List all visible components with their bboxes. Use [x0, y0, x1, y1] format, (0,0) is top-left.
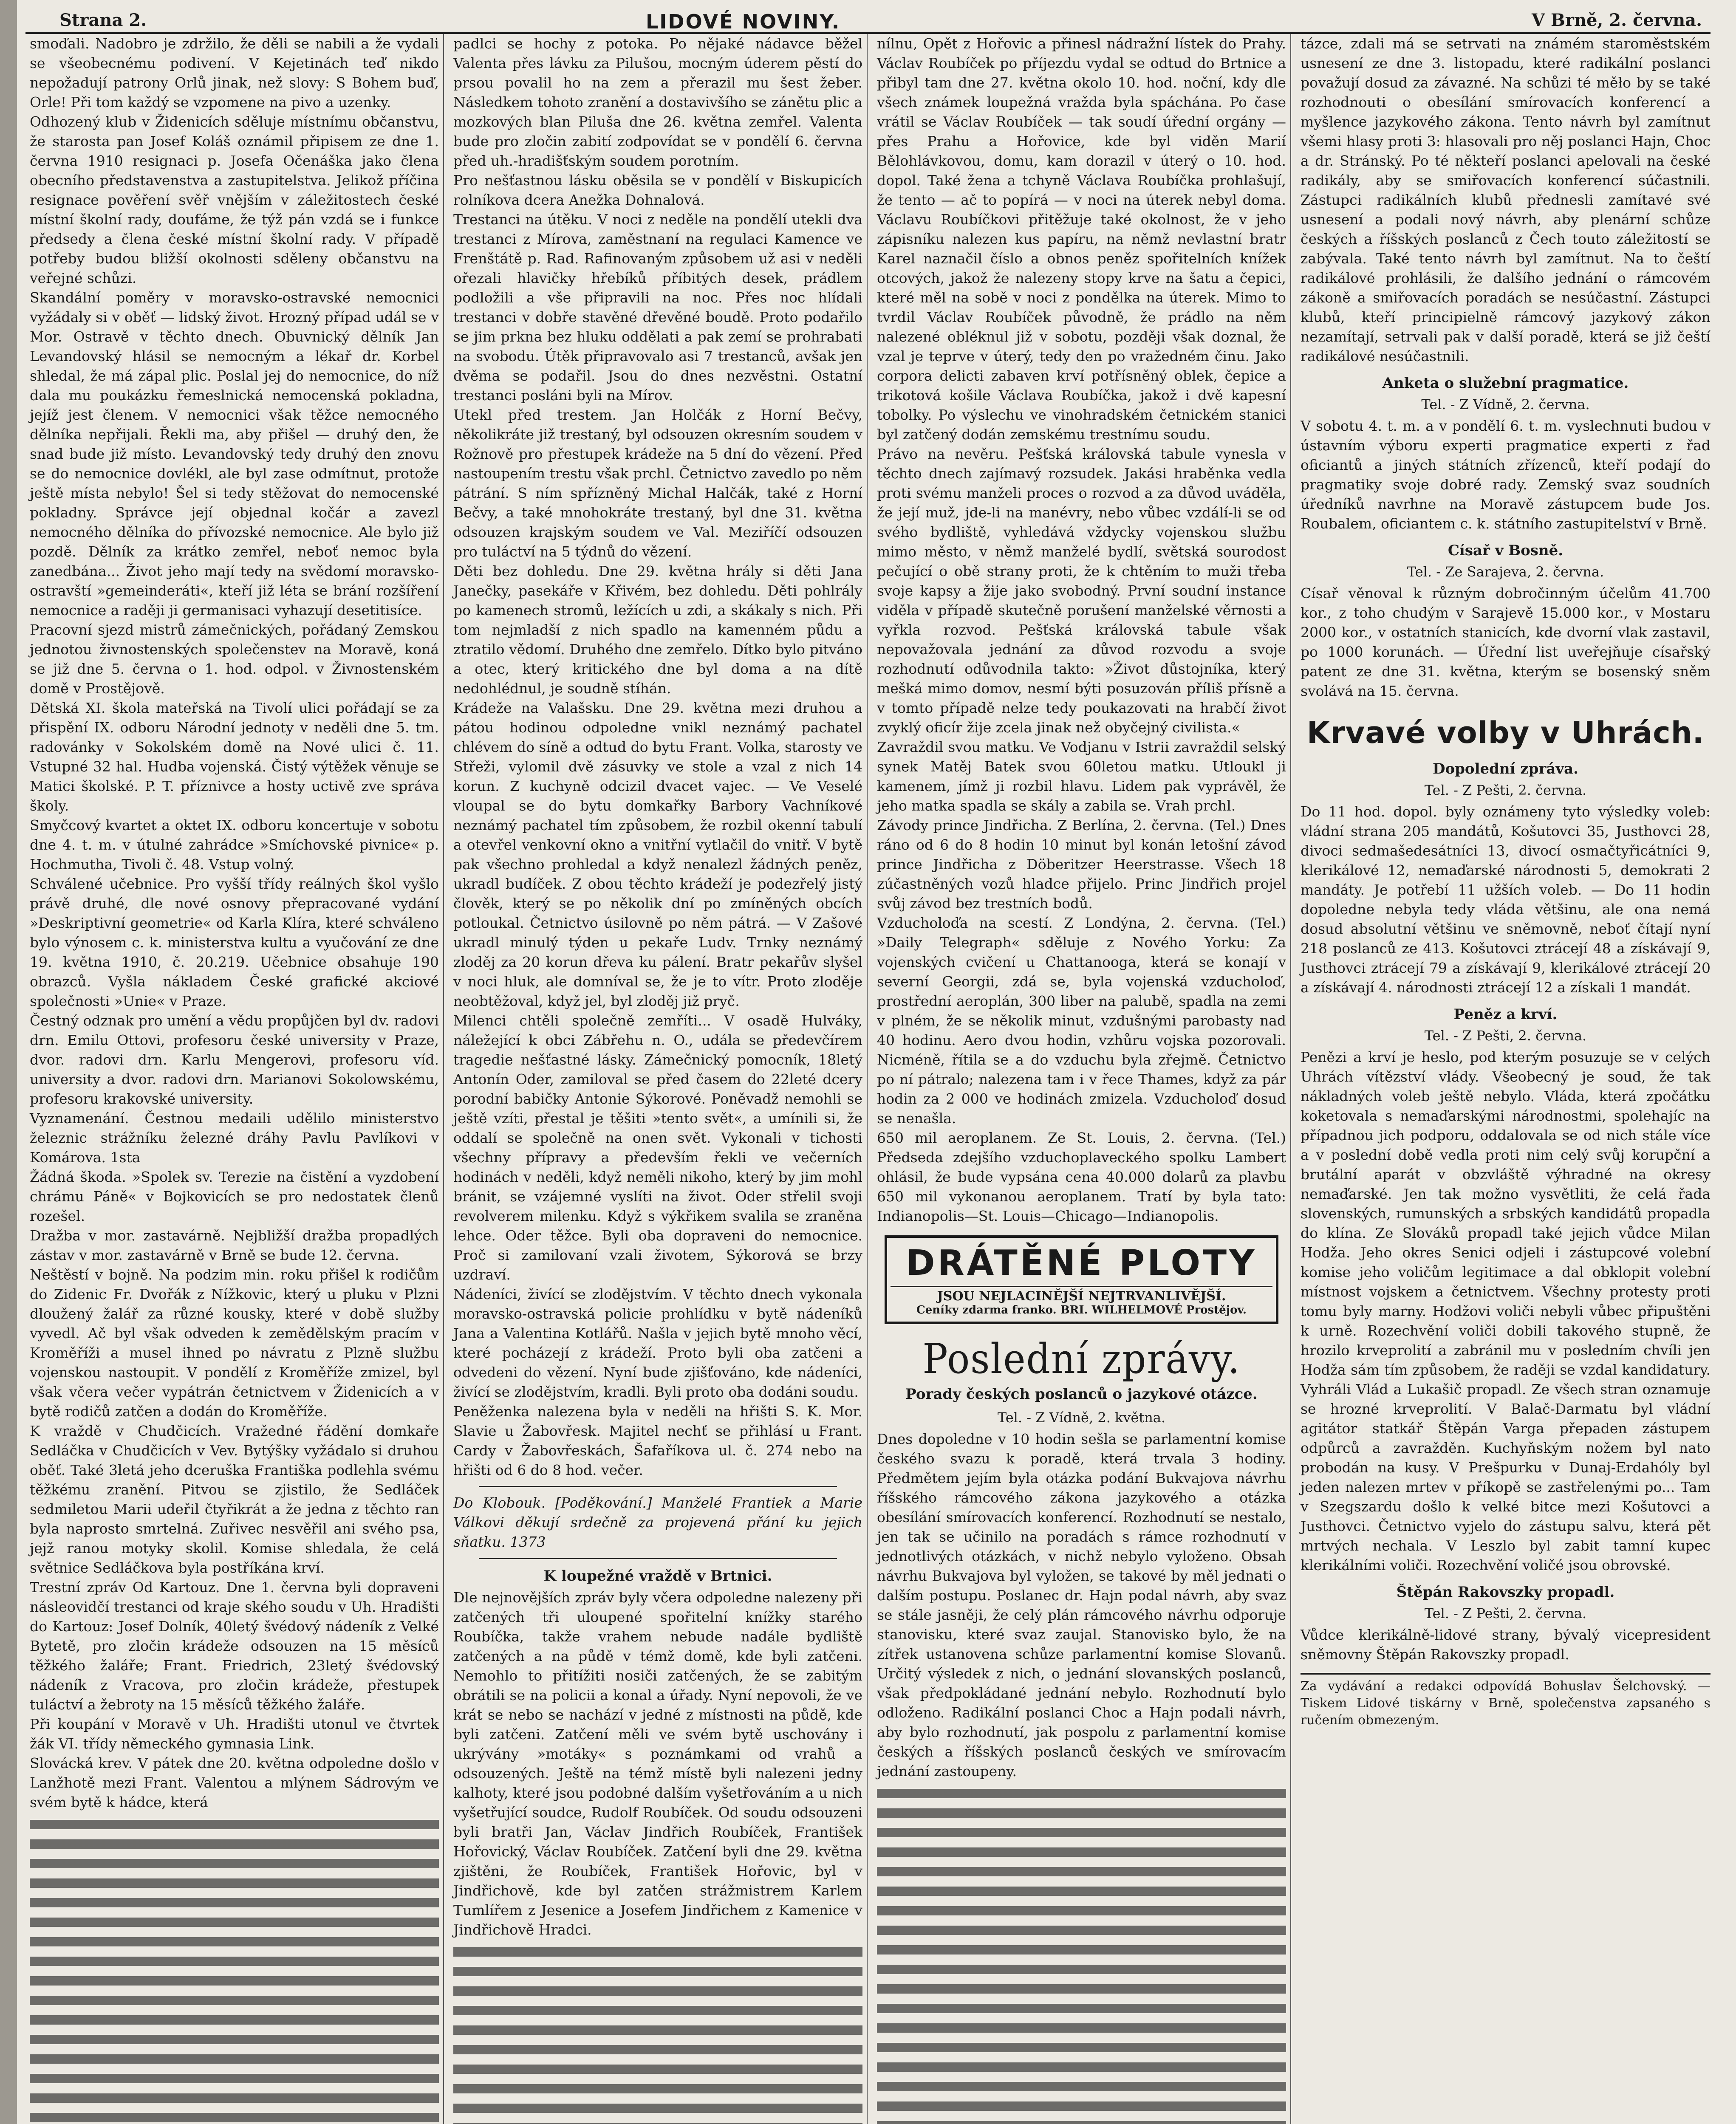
headline-bosna: Císař v Bosně. — [1448, 542, 1564, 559]
text-lines-filler — [877, 1784, 1286, 2124]
article-block: Děti bez dohledu. Dne 29. května hrály si děti Jana Janečky, pasekáře v Křivém, bez dohledu. Děti pohlrály po kamenech stromů, ležících u zdi, a skákaly s nich. Při tom nejmladší z nich spadlo na kamenném půdu a ztratilo vědomí. Druhého dne zemřelo. Dítko bylo pitváno a otec, který kritického dne byl doma a na dítě nedohlédnul, je soudně stíhán. — [453, 563, 867, 697]
article-block: padlci se hochy z potoka. Po nějaké nádavce běžel Valenta přes lávku za Pilušou, mocným úderem pěstí do prsou povalil ho na zem a přerazil mu šest žeber. Následkem tohoto zranění a dostavivšího se zánětu plic a mozkových blan Piluša dne 26. května zemřel. Valenta bude pro zločin zabití zodpovídat se v pondělí 6. června před uh.-hradišťským soudem porotním. — [453, 35, 867, 169]
column-4 — [1296, 34, 1715, 2124]
article-block: Schválené učebnice. Pro vyšší třídy reálných škol vyšlo právě druhé, dle nové osnovy přepracované vydání »Deskriptivní geometrie« od Karla Klíra, které schváleno bylo výnosem c. k. ministerstva kultu a vyučování ze dne 19. května 1910, č. 20.219. Učebnice obsahuje 190 obrazců. Vyšla nákladem České grafické akciové společnosti »Unie« v Praze. — [30, 876, 444, 1009]
article-block: 650 mil aeroplanem. Ze St. Louis, 2. června. (Tel.) Předseda zdejšího vzduchoplaveckého spolku Lambert ohlásil, že bude vypsána cena 40.000 dolarů za plavbu 650 mil vykonanou aeroplanem. Tratí by byla tato: Indianopolis—St. Louis—Chicago—Indianopolis. — [877, 1130, 1291, 1224]
column-3 — [873, 34, 1291, 2124]
article-block: Nádeníci, živící se zlodějstvím. V těchto dnech vykonala moravsko-ostravská policie prohlídku v bytě nádeníků Jana a Valentina Kotlářů. Našla v jejich bytě mnoho věcí, které pocházejí z krádeží. Proto byli oba zatčeni a odvedeni do vězení. Nyní bude zjišťováno, kde nádeníci, živící se zlodějstvím, kradli. Byli proto oba dodáni soudu. — [453, 1286, 867, 1400]
article-block: Utekl před trestem. Jan Holčák z Horní Bečvy, několikráte již trestaný, byl odsouzen okresním soudem v Rožnově pro přestupek krádeže na 5 dní do vězení. Před nastoupením trestu však prchl. Četnictvo zavedlo po něm pátrání. S ním spřízněný Michal Halčák, také z Horní Bečvy, a také mnohokráte trestaný, byl dne 31. května odsouzen krajským soudem ve Val. Meziříčí odsouzen pro tuláctví na 5 týdnů do vězení. — [453, 407, 867, 560]
article-block: Odhozený klub v Židenicích sděluje místnímu občanstvu, že starosta pan Josef Koláš oznámil připisem ze dne 1. června 1910 resignaci p. Josefa Očenáška jako člena obecního představenstva a zastupitelstva. Jelikož příčina resignace pověření svěř vnějším v záležitostech české místní školní rady, doufáme, že týž pán vzdá se i funkce předsedy a člena české místní školní rady. V případě potřeby budou bližší okolnosti sděleny občanstvu na veřejné schůzi. — [30, 113, 444, 286]
section-title-latest-news: Poslední zprávy. — [922, 1335, 1241, 1383]
article-bosna: Císař věnoval k různým dobročinným účelům 41.700 kor., z toho chudým v Sarajevě 15.000 kor., v Mostaru 2000 kor., v ostatních stanicích, kde dvorní vlak zastavil, po 1000 korunách. — Úřední list uveřejňuje císařský patent ze dne 31. května, kterým se bosenský sněm svolává na 15. června. — [1301, 585, 1715, 699]
article-block: tázce, zdali má se setrvati na známém staroměstském usnesení ze dne 3. listopadu, které radikální poslanci považují dosud za závazné. Na schůzi té měło by se také rozhodnouti o obesílání smírovacích konferencí a myšlence jazykového zákona. Tento návrh byl zamítnut všemi hlasy proti 3: hlasovali pro něj poslanci Hajn, Choc a dr. Stránský. Po té někteří poslanci apelovali na české radikály, aby se smiřovacích konferencí súčastnili. Zástupci radikálních klubů přednesli zamítavé své usnesení a podali nový návrh, aby plenární schůze českých a říšských poslanců z Čech touto záležitostí se zabývala. Také tento návrh byl zamítnut. Na to čeští radikálové prohlásili, že dalšího jednání o rámcovém zákoně a smiřovacích poradách se nesúčastní. Zástupci klubů, kteří principielně rámcový jazykový zákon nezamítají, setrvali pak v další poradě, která se již čeští radikálové nesúčastnili. — [1301, 35, 1715, 364]
columns — [25, 34, 1715, 2124]
page-number: Strana 2. — [59, 10, 147, 30]
article-brtnice: Dle nejnovějších zpráv byly včera odpoledne nalezeny při zatčených tři uloupené spořitelní knížky starého Roubíčka, takže vrahem nebude nadále bydliště zatčených a na půdě v témž domě, kde byli zatčeni. Nemohlo to přitížiti nosiči zatčených, že se zabitým obrátili se na policii a konal a úřady. Nyní nepovoli, že ve krát se nebo se nachází v jedné z místnosti na půdě, kde byli zatčeni. Zatčení měli ve svém bytě uschovány i ukrývány »motáky« s poznámkami od vrahů a odsouzených. Ještě na témž místě byli nalezeni jedny kalhoty, které jsou podobné dalším vyšetřováním a u nich vyšetřující soudce, Rudolf Roubíček. Od soudu odsouzeni byli bratři Jan, Václav Jindřich Roubíček, František Hořovický, Václav Roubíček. Zatčení byli dne 29. května zjištěni, že Roubíček, František Hořovic, byl v Jindřichově, kde byl zatčen strážmistrem Karlem Tumlířem z Jesenice a Josefem Jindřichem z Kamenice v Jindřichově Hradci. — [453, 1589, 867, 1938]
headline-bloody-elections: Krvavé volby v Uhrách. — [1306, 715, 1705, 750]
article-block: Pracovní sjezd mistrů zámečnických, pořádaný Zemskou jednotou živnostenských společenstev na Moravě, koná se již dne 5. června o 1. hod. odpol. v Živnostenském domě v Prostějově. — [30, 621, 444, 697]
dateline: Tel. - Z Vídně, 2. června. — [1421, 396, 1590, 412]
article-block: Při koupání v Moravě v Uh. Hradišti utonul ve čtvrtek žák VI. třídy německého gymnasia Link. — [30, 1716, 444, 1752]
ad-title: DRÁTĚNÉ PLOTY — [906, 1243, 1257, 1283]
article-block: Čestný odznak pro umění a vědu propůjčen byl dv. radovi drn. Emilu Ottovi, profesoru české university v Praze, dvor. radovi drn. Karlu Mengerovi, profesoru víd. university a dvor. radovi drn. Marianovi Sokolowskému, profesoru krakovské university. — [30, 1012, 444, 1107]
text-lines-filler — [453, 1942, 862, 2124]
article-block: Neštěstí v bojně. Na podzim min. roku přišel k rodičům do Zidenic Fr. Dvořák z Nížkovic, který u pluku v Plzni dloužený žalář za různé kousky, které v době služby vyvedl. Ač byl však odveden k zemědělským pracím v Kroměříži a musel ihned po návratu z Plzně službu vojenskou nastoupit. V pondělí z Kroměříže zmizel, byl však včera večer vypátrán četnictvem v Židenicích a v bytě rodičů zatčen a dodán do Kroměříže. — [30, 1266, 444, 1420]
article-block: smoďali. Nadobro je zdržilo, že děli se nabili a že vydali se všeobecnému podivení. V Kejetinách teď nikdo nepožadují patrony Orlů jinak, než slovy: S Bohem buď, Orle! Při tom každý se vzpomene na pivo a uzenky. — [30, 35, 444, 110]
headline-rakovszky: Štěpán Rakovszky propadl. — [1396, 1584, 1615, 1601]
article-block: Zavraždil svou matku. Ve Vodjanu v Istrii zavraždil selský synek Matěj Batek svou 60letou matku. Utloukl ji kamenem, jímž ji rozbil hlavu. Lidem pak vyprávěl, že jeho matka spadla se skály a zabila se. Vrah prchl. — [877, 739, 1291, 814]
article-money-and-blood: Penězi a krví je heslo, pod kterým posuzuje se v celých Uhrách vítězství vlády. Všeobecný je soud, že tak nákladných voleb ještě nebylo. Vláda, která zpočátku koketovala s nemaďarskými národnostmi, spolehajíc na případnou jich podporu, oddalovala se od nich stále více a v poslední době vedla proti nim celý svůj korupční a brutální aparát v obzvláště výhradné na okresy nemaďarské. Jen tak možno vysvětliti, že celá řada slovenských, rumunských a srbských kandidátů propadla do klína. Ze Slováků propadl také jejich vůdce Milan Hodža. Jeho okres Senici odjeli i zástupcové volební komise jeho voličům legitimace a dal obklopit volební místnost vojskem a četnictvem. Všechny protesty proti tomu byly marny. Hodžovi voliči nebyli vůbec připuštěni k urně. Rozechvění voliči dobili takového stupně, že hrozilo krveprolití a zabránil mu v posledním chvíli jen Hodža sám tím způsobem, že raději se vzdal kandidatury. Vyhráli Vlád a Lukašič propadl. Ze všech stran oznamuje se hrozné krveprolití. V Balač-Darmatu byl vládní agitátor statkář Štěpán Varga přepaden zástupem odpůrců a zavražděn. Kuchyňským nožem byl nato probodán na kusy. V Prešpurku v Dunaj-Erdahóly byl jeden nalezen mrtev v příkopě se zastřelenými po... Tam v Szegszardu došlo k velké bitce mezi Košutovci a Justhovci. Četnictvo vyjelo do zástupu salvu, která pět mrtvých nechala. V Leszlo byl zabit tamní kupec klerikálními voliči. Rozechvění voličé jsou obrovské. — [1301, 1049, 1715, 1573]
imprint: Za vydávání a redakci odpovídá Bohuslav Šelchovský. — Tiskem Lidové tiskárny v Brně, společenstva zapsaného s ručením obmezeným. — [1301, 1673, 1711, 1729]
headline-pragmatika: Anketa o služební pragmatice. — [1382, 375, 1629, 392]
article-block: Skandální poměry v moravsko-ostravské nemocnici vyžádaly si v oběť — lidský život. Hrozný případ udál se v Mor. Ostravě v těchto dnech. Obuvnický dělník Jan Levandovský hlásil se nemocným a lékař dr. Korbel shledal, že má zápal plic. Poslal jej do nemocnice, do níž dala mu poukázku řemeslnická nemocenská pokladna, jejíž jest členem. V nemocnici však těžce nemocného dělníka nepřijali. Řekli ma, aby přišel — druhý den, že snad bude již místo. Levandovský tedy druhý den znovu se do nemocnice dovlékl, ale byl zase odmítnut, protože ještě místa nebylo! Šel si tedy stěžovat do nemocenské pokladny. Správce její objednal kočár a zavezl nemocného dělníka do přívozské nemocnice. Ale bylo již pozdě. Dělník za krátko zemřel, neboť nemoc byla zanedbána... Život jeho mají tedy na svědomí moravsko-ostravští »gemeinderáti«, kteří již léta se brání rozšíření nemocnice a raději ji germanisaci vyhazují desetitisíce. — [30, 289, 444, 619]
headline-money-and-blood: Peněz a krví. — [1453, 1006, 1558, 1023]
article-block: Slovácká krev. V pátek dne 20. května odpoledne došlo v Lanžhotě mezi Frant. Valentou a mlýnem Sádrovým ve svém bytě k hádce, která — [30, 1755, 444, 1810]
dateline: Tel. - Z Pešti, 2. června. — [1424, 1605, 1587, 1621]
article-block: Právo na nevěru. Pešťská královská tabule vynesla v těchto dnech zajímavý rozsudek. Jakási hraběnka vedla proti svému manželi proces o rozvod a za důvod uváděla, že její muž, jde-li na manévry, nebo vůbec vzdálí-li se od svého bydliště, vyhledává vždycky vojenskou službu mimo město, v němž manželé bydlí, světská sourodost pečující o obě strany proti, že k chtěním to muži třeba svoje kapsy a žije jako svobodný. První soudní instance viděla v případě skutečně porušení manželské věrnosti a vyřkla rozvod. Pešťská královská tabule však nepovažovala jednání za důvod rozvodu a svoje rozhodnutí odůvodnila takto: »Život důstojníka, který mešká mimo domov, nesmí býti posuzován příliš přísně a v tomto případě nelze tedy poukazovati na hrabčí život zvyklý oficír žije zcela jinak než obyčejný civilista.« — [877, 446, 1291, 736]
dateline: Tel. - Z Vídně, 2. května. — [997, 1409, 1166, 1426]
article-block: Vzducholoďa na scestí. Z Londýna, 2. června. (Tel.) »Daily Telegraph« sděluje z Nového Yorku: Za vojenských cvičení u Chattanooga, která se konají v severní Georgii, zdá se, byla vojenská vzducholoď, prostřední aeroplán, 300 liber na palubě, spadla na zemi v plném, že se několik minut, vzdušnými parobasty nad 40 hodinu. Aero dvou hodin, vzhůru vojska pozorovali. Nicméně, řítila se a do vzduchu byla zřejmě. Četnictvo po ní pátralo; nalezena tam i v řece Thames, když za pár hodin za 2 000 ve hodinách zmizela. Vzducholoď dosud se nenašla. — [877, 915, 1291, 1127]
article-block: Žádná škoda. »Spolek sv. Terezie na čistění a vyzdobení chrámu Páně« v Bojkovicích se pro nedostatek členů rozešel. — [30, 1169, 444, 1224]
ad-contact: Ceníky zdarma franko. BRI. WILHELMOVÉ Prostějov. — [916, 1304, 1247, 1316]
article-block: Závody prince Jindřicha. Z Berlína, 2. června. (Tel.) Dnes ráno od 6 do 8 hodin 10 minut byl konán letošní závod prince Jindřicha z Döberitzer Heerstrasse. Všech 18 zúčastněných vozů hladce přijelo. Princ Jindřich projel svůj závod bez trestních bodů. — [877, 817, 1291, 912]
newspaper-title: LIDOVÉ NOVINY. — [646, 10, 841, 33]
article-block: Dětská XI. škola mateřská na Tivolí ulici pořádají se za přispění IX. odboru Národní jednoty v neděli dne 5. tm. radovánky v Sokolském domě na Nové ulici č. 11. Vstupné 32 hal. Hudba vojenská. Čistý výtěžek věnuje se Matici školské. P. T. příznivce a hosty uctivě zve správa školy. — [30, 700, 444, 814]
article-block: Krádeže na Valašsku. Dne 29. května mezi druhou a pátou hodinou odpoledne vnikl neznámý pachatel chlévem do síně a odtud do bytu Frant. Volka, starosty ve Střeži, vylomil dvě zásuvky ve stole a vzal z nich 14 korun. Z kuchyně odcizil dvacet vajec. — Ve Veselé vloupal se do bytu domkařky Barbory Vachníkové neznámý pachatel tím způsobem, že rozbil okenní tabulí a otevřel venkovní okno a vnitřní vytlačil do vnitř. V bytě pak všechno prohledal a když nenalezl žádných peněz, ukradl budíček. Z obou těchto krádeží je podezřelý jistý člověk, který se po několik dní po zmíněných obcích potloukal. Četnictvo úsilovně po něm pátrá. — V Zašové ukradl minulý týden u pekaře Ludv. Trnky neznámý zloděj za 20 korun dřeva ku pálení. Bratr pekařův slyšel v noci hluk, ale domníval se, že je to vítr. Proto zloděje neobtěžoval, když jel, byl zloděj již pryč. — [453, 700, 867, 1009]
article-block: Trestanci na útěku. V noci z neděle na pondělí utekli dva trestanci z Mírova, zaměstnaní na regulaci Kamence ve Frenštátě p. Rad. Rafinovaným způsobem už asi v neděli ořezali hlavičky hřebíků příbitých desek, prádlem podložili a vše připravili na noc. Přes noc hlídali trestanci v dobře stavěné dřevěné boudě. Proto podařilo se jim prkna bez hluku oddělati a pak zemí se prohrabati na svobodu. Útěk připravovalo asi 7 trestanců, avšak jen dvěma se podařil. Jsou do dnes nezvěstni. Ostatní trestanci posláni byli na Mírov. — [453, 211, 867, 404]
headline-brtnice: K loupežné vraždě v Brtnici. — [543, 1568, 772, 1585]
issue-date: V Brně, 2. června. — [1532, 10, 1702, 30]
text-lines-filler — [30, 1815, 439, 2124]
article-czech-deputies: Dnes dopoledne v 10 hodin sešla se parlamentní komise českého svazu k poradě, která trvala 3 hodiny. Předmětem jejím byla otázka podání Bukvajova návrhu říšského rámcového zákona jazykového a otázka obesílání smírovacích konferencí. Rozhodnutí se nestalo, jen tak se učinilo na poradách s rámce rozhodnutí v jednotlivých otázkách, v nichž nebylo vyloženo. Obsah návrhu Bukvajova byl vyložen, se takové by měl jednati o dalším postupu. Poslanec dr. Hajn podal návrh, aby svaz se stále jasněji, že celý plán rámcového návrhu odporuje stanovisku, které svaz zaujal. Stanovisko bylo, že na zítřek ustanovena schůze parlamentní komise Slovanů. Určitý výsledek z nich, o jednání slovanských poslanců, však předpokládané jednání nebylo. Rozhodnutí bylo odloženo. Radikální poslanci Choc a Hajn podali návrh, aby bylo rozhodnutí, jak pospolu z parlamentní komise českých a říšských poslanců českých ve smírovacím jednání zastoupeny. — [877, 1431, 1291, 1779]
article-block: K vraždě v Chudčicích. Vražedné řádění domkaře Sedláčka v Chudčicích v Vev. Bytýšky vyžádalo si druhou oběť. Také 3letá jeho dceruška Františka podlehla svému těžkému zranění. Pitvou se zjistilo, že Sedláček sedmiletou Marii udeřil čtyřikrát a že jedna z těchto ran byla naprosto smrtelná. Zuřivec nesvěřil ani svého psa, jejž ranou motyky skolil. Komise shledala, že celá světnice Sedláčkova byla postříkána krví. — [30, 1423, 444, 1576]
article-morning-report: Do 11 hod. dopol. byly oznámeny tyto výsledky voleb: vládní strana 205 mandátů, Košutovci 35, Justhovci 28, divoci sedmašedesátníci 13, divocí osmačtyřicátníci 9, klerikálové 12, nemaďarské národnosti 5, demokrati 2 mandáty. Je potřebí 11 užších voleb. — Do 11 hodin dopoledne nebyla tedy vláda většinu, ale ona nemá dosud absolutní většinu ve sněmovně, neboť čítají nyní 218 poslanců ze 413. Košutovci ztrácejí 48 a získávají 9, Justhovci ztrácejí 79 a získávají 9, klerikálové ztrácejí 20 a získávají 4. národnosti ztrácejí 12 a získali 1 mandát. — [1301, 803, 1715, 996]
article-block: Pro nešťastnou lásku oběsila se v pondělí v Biskupicích rolníkova dcera Anežka Dohnalová. — [453, 172, 867, 208]
ad-slogan: JSOU NEJLACINĚJŠÍ NEJTRVANLIVĚJŠÍ. — [891, 1286, 1272, 1304]
article-pragmatika: V sobotu 4. t. m. a v pondělí 6. t. m. vyslechnuti budou v ústavním výboru experti pragmatice experti z řad oficiantů a jiných státních zřízenců, kteří podají do pragmatiky svoje dobré rady. Zemský svaz soudních úředníků navrhne na Moravě zástupcem bude Jos. Roubalem, oficiantem c. k. státního zastupitelství v Brně. — [1301, 418, 1715, 532]
column-2 — [449, 34, 868, 2124]
article-block: nílnu, Opět z Hořovic a přinesl nádražní lístek do Prahy. Václav Roubíček po příjezdu vydal se odtud do Brtnice a přibyl tam dne 27. května okolo 10. hod. noční, kdy dle všech známek loupežná vražda byla spáchána. Po čase vrátil se Václav Roubíček — tak soudí úřední orgány — přes Prahu a Hořovice, kde byl viděn Marií Bělohlávkovou, domu, kam dorazil v úterý o 10. hod. dopol. Také žena a tchyně Václava Roubíčka prohlašují, že tento — ač to popírá — v noci na úterek nebyl doma. Václavu Roubíčkovi přitěžuje také okolnost, že v jeho zápisníku nalezen kus papíru, na němž nevlastní bratr Karel naznačil číslo a obnos peněz spořitelních knížek otcových, jakož že nalezeny stopy krve na šatu a čepici, které měl na sobě v noci z pondělka na úterek. Mimo to tvrdil Václav Roubíček původně, že prádlo na něm nalezené obléknul již v sobotu, později však doznal, že vzal je teprve v úterý, tedy den po vražedném činu. Jako corpora delicti zabaven krví potřísněný oblek, čepice a trikotová košile Václava Roubíčka, jakož i dvě kapesní tobolky. Po výslechu ve vinohradském četnickém stanici byl zatčený dodán zemskému trestnímu soudu. — [877, 35, 1291, 443]
headline-czech-deputies: Porady českých poslanců o jazykové otázce. — [905, 1386, 1258, 1403]
dateline: Tel. - Z Pešti, 2. června. — [1424, 1028, 1587, 1044]
article-block: Peněženka nalezena byla v neděli na hřišti S. K. Mor. Slavie u Žabovřesk. Majitel nechť se přihlásí u Frant. Cardy v Žabovřeskách, Šafaříkova ul. č. 274 nebo na hřišti od 6 do 8 hod. večer. — [453, 1403, 867, 1478]
article-rakovszky: Vůdce klerikálně-lidové strany, bývalý vicepresident sněmovny Štěpán Rakovszky propadl. — [1301, 1627, 1715, 1663]
thanks-notice: Do Klobouk. [Poděkování.] Manželé Frantiek a Marie Válkovi děkují srdečně za projevená přání ku jejich sňatku. 1373 — [453, 1494, 867, 1550]
article-block: Vyznamenání. Čestnou medaili udělilo ministerstvo železnic strážníku železné dráhy Pavlu Pavlíkovi v Komárova. 1sta — [30, 1110, 444, 1166]
masthead — [25, 7, 1711, 34]
advertisement-wire-fences — [885, 1235, 1278, 1324]
article-block: Milenci chtěli společně zemříti... V osadě Hulváky, náležející k obci Zábřehu n. O., udála se předevčírem tragedie nešťastné lásky. Zámečnický pomocník, 18letý Antonín Oder, zamiloval se před časem do 22leté dcery porodní babičky Antonie Sýkorové. Poněvadž nemohli se ještě vzíti, přestal je těšiti »tento svět«, a umínili si, že oddalí se společně na onen svět. Vykonali v tichosti všechny přípravy a především řekli ve večerních hodinách v neděli, když neměli nikoho, který by jim mohl bránit, se vzájemné vyslíti na život. Oder střelil svoji revolverem milenku. Když s výkřikem svalila se zraněna lehce. Oder těžce. Byli oba dopraveni do nemocnice. Proč si zamilovaní vzali životem, Sýkorová se brzy uzdraví. — [453, 1012, 867, 1283]
subheadline-morning-report: Dopolední zpráva. — [1432, 760, 1579, 777]
dateline: Tel. - Z Pešti, 2. června. — [1424, 782, 1587, 798]
divider — [479, 1486, 837, 1487]
article-block: Trestní zpráv Od Kartouz. Dne 1. června byli dopraveni násleovidčí trestanci od kraje ského soudu v Uh. Hradišti do Kartouz: Josef Dolník, 40letý švédový nádeník z Velké Bytetě, pro zločin krádeže odsouzen na 15 měsíců těžkého žaláře; Frant. Friedrich, 23letý švédovský nádeník z Vracova, pro zločin krádeže, přestupek tuláctví a žebroty na 15 měsíců těžkého žaláře. — [30, 1579, 444, 1713]
column-1 — [25, 34, 444, 2124]
article-block: Smyčcový kvartet a oktet IX. odboru koncertuje v sobotu dne 4. t. m. v útulné zahrádce »Smíchovské pivnice« p. Hochmutha, Tivoli č. 48. Vstup volný. — [30, 817, 444, 873]
divider — [479, 1558, 837, 1559]
dateline: Tel. - Ze Sarajeva, 2. června. — [1407, 564, 1604, 580]
article-block: Dražba v mor. zastavárně. Nejbližší dražba propadlých zástav v mor. zastavárně v Brně se bude 12. června. — [30, 1227, 444, 1263]
